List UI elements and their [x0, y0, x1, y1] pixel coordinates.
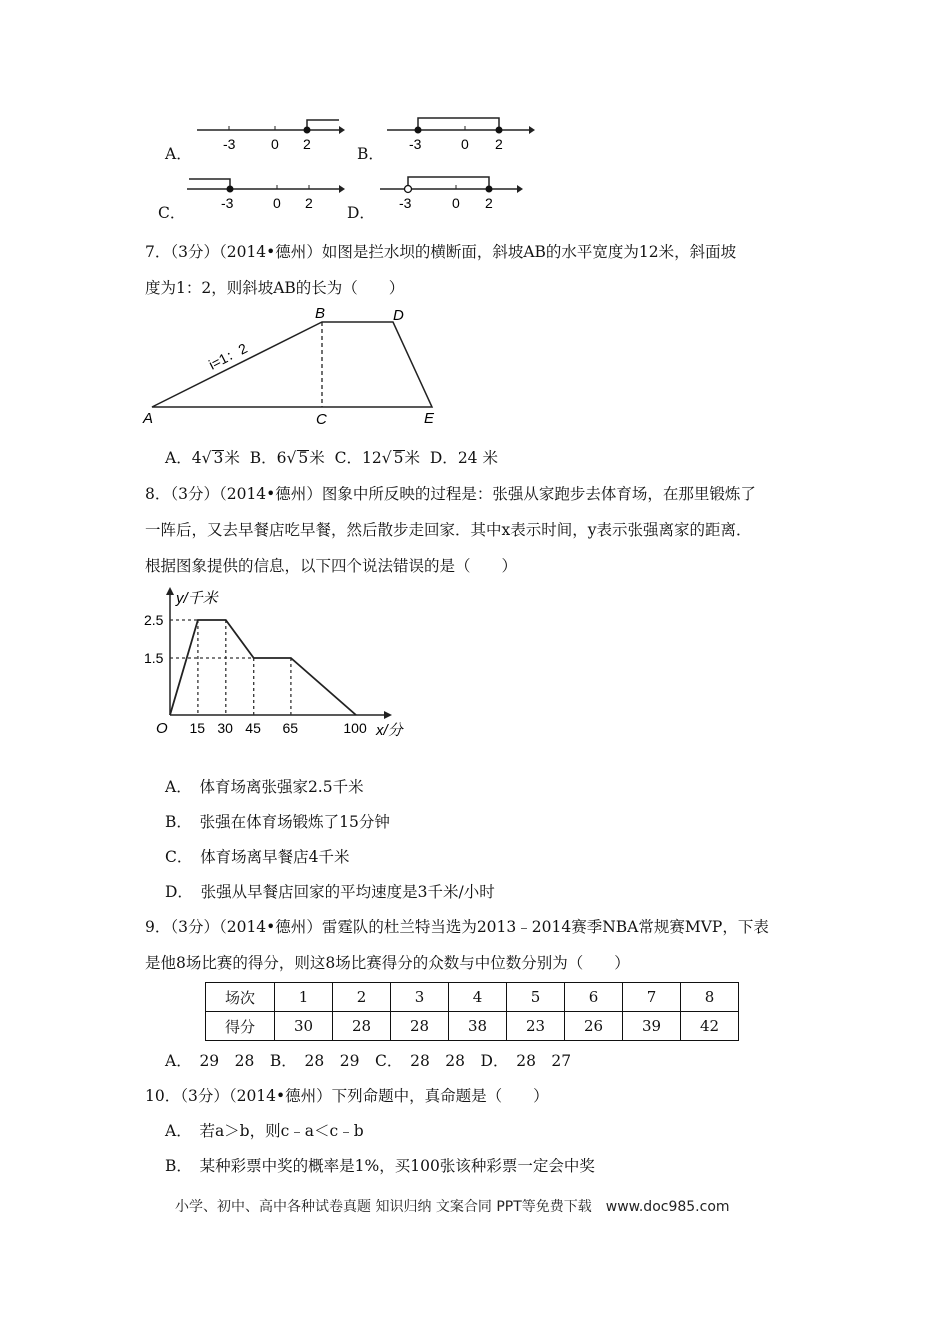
question-10-line-1: 10．（3分）（2014•德州）下列命题中，真命题是（ ） — [145, 1087, 549, 1105]
number-line-a — [195, 112, 345, 154]
number-line-c — [185, 171, 350, 213]
point-e-label: E — [424, 410, 435, 427]
point-d-label: D — [393, 307, 404, 324]
tick-label: 2 — [495, 136, 503, 152]
number-line-b — [385, 112, 535, 154]
table-cell: 30 — [275, 1012, 333, 1041]
tick-label: -3 — [409, 136, 422, 152]
y-tick-label: 1.5 — [144, 650, 164, 666]
table-cell: 1 — [275, 983, 333, 1012]
table-cell: 39 — [623, 1012, 681, 1041]
x-tick-label: 45 — [245, 720, 261, 736]
question-10-option-a: A． 若a＞b，则c﹣a＜c﹣b — [165, 1122, 364, 1140]
question-8-option-d: D． 张强从早餐店回家的平均速度是3千米/小时 — [165, 883, 495, 901]
tick-label: 0 — [461, 136, 469, 152]
question-10-option-b: B． 某种彩票中奖的概率是1%，买100张该种彩票一定会中奖 — [165, 1157, 595, 1175]
question-8-line-1: 8．（3分）（2014•德州）图象中所反映的过程是：张强从家跑步去体育场，在那里锻炼了 — [145, 485, 756, 503]
tick-label: 2 — [303, 136, 311, 152]
table-cell: 7 — [623, 983, 681, 1012]
dam-cross-section-figure — [140, 302, 450, 432]
table-cell: 28 — [391, 1012, 449, 1041]
footer-text: 小学、初中、高中各种试卷真题 知识归纳 文案合同 PPT等免费下载 www.doc985.com — [175, 1199, 730, 1215]
option-a-label: A． — [165, 145, 192, 163]
question-8-option-a: A． 体育场离张强家2.5千米 — [165, 778, 364, 796]
x-tick-label: 65 — [282, 720, 299, 736]
question-9-line-1: 9．（3分）（2014•德州）雷霆队的杜兰特当选为2013﹣2014赛季NBA常规赛MVP，下表 — [145, 918, 769, 936]
x-tick-label: 15 — [189, 720, 206, 736]
question-9-options: A． 29 28 B． 28 29 C． 28 28 D． 28 27 — [165, 1052, 572, 1070]
number-line-d — [378, 171, 528, 213]
y-axis-title: y/千米 — [176, 590, 218, 607]
question-7-line-1: 7．（3分）（2014•德州）如图是拦水坝的横断面，斜坡AB的水平宽度为12米，斜面坡 — [145, 243, 737, 261]
table-cell: 3 — [391, 983, 449, 1012]
question-7-line-2: 度为1：2，则斜坡AB的长为（ ） — [145, 279, 405, 297]
table-cell: 5 — [507, 983, 565, 1012]
origin-label: O — [156, 720, 168, 737]
tick-label: -3 — [221, 195, 234, 211]
option-c-label: C． — [158, 204, 186, 222]
tick-label: 0 — [271, 136, 279, 152]
tick-label: 2 — [305, 195, 313, 211]
y-tick-label: 2.5 — [144, 612, 164, 628]
point-c-label: C — [316, 411, 327, 428]
table-cell: 28 — [333, 1012, 391, 1041]
table-cell: 42 — [681, 1012, 739, 1041]
x-tick-label: 30 — [217, 720, 233, 736]
table-row — [206, 1012, 739, 1041]
tick-label: 0 — [452, 195, 460, 211]
x-tick-label: 100 — [343, 720, 367, 736]
point-b-label: B — [315, 305, 326, 322]
option-b-label: B． — [357, 145, 384, 163]
question-9-line-2: 是他8场比赛的得分，则这8场比赛得分的众数与中位数分别为（ ） — [145, 954, 630, 972]
tick-label: -3 — [399, 195, 412, 211]
table-row — [206, 983, 739, 1012]
tick-label: -3 — [223, 136, 236, 152]
table-cell: 8 — [681, 983, 739, 1012]
question-8-line-2: 一阵后，又去早餐店吃早餐，然后散步走回家．其中x表示时间，y表示张强离家的距离． — [145, 521, 752, 539]
table-cell: 38 — [449, 1012, 507, 1041]
table-cell: 得分 — [206, 1012, 275, 1041]
option-d-label: D． — [347, 204, 375, 222]
question-7-options: A．4√ 3米 B．6√ 5米 C．12√ 5米 D．24 米 — [165, 449, 498, 467]
table-cell: 23 — [507, 1012, 565, 1041]
table-cell: 26 — [565, 1012, 623, 1041]
point-a-label: A — [143, 410, 154, 427]
question-8-option-c: C． 体育场离早餐店4千米 — [165, 848, 350, 866]
table-cell: 4 — [449, 983, 507, 1012]
question-8-option-b: B． 张强在体育场锻炼了15分钟 — [165, 813, 390, 831]
question-8-line-3: 根据图象提供的信息，以下四个说法错误的是（ ） — [145, 557, 518, 575]
tick-label: 0 — [273, 195, 281, 211]
scores-table — [205, 982, 739, 1041]
table-cell: 2 — [333, 983, 391, 1012]
x-axis-title: x/分 — [376, 722, 403, 739]
table-cell: 场次 — [206, 983, 275, 1012]
table-cell: 6 — [565, 983, 623, 1012]
distance-time-chart — [140, 583, 420, 743]
tick-label: 2 — [485, 195, 493, 211]
slope-label: i=1：2 — [206, 339, 250, 373]
